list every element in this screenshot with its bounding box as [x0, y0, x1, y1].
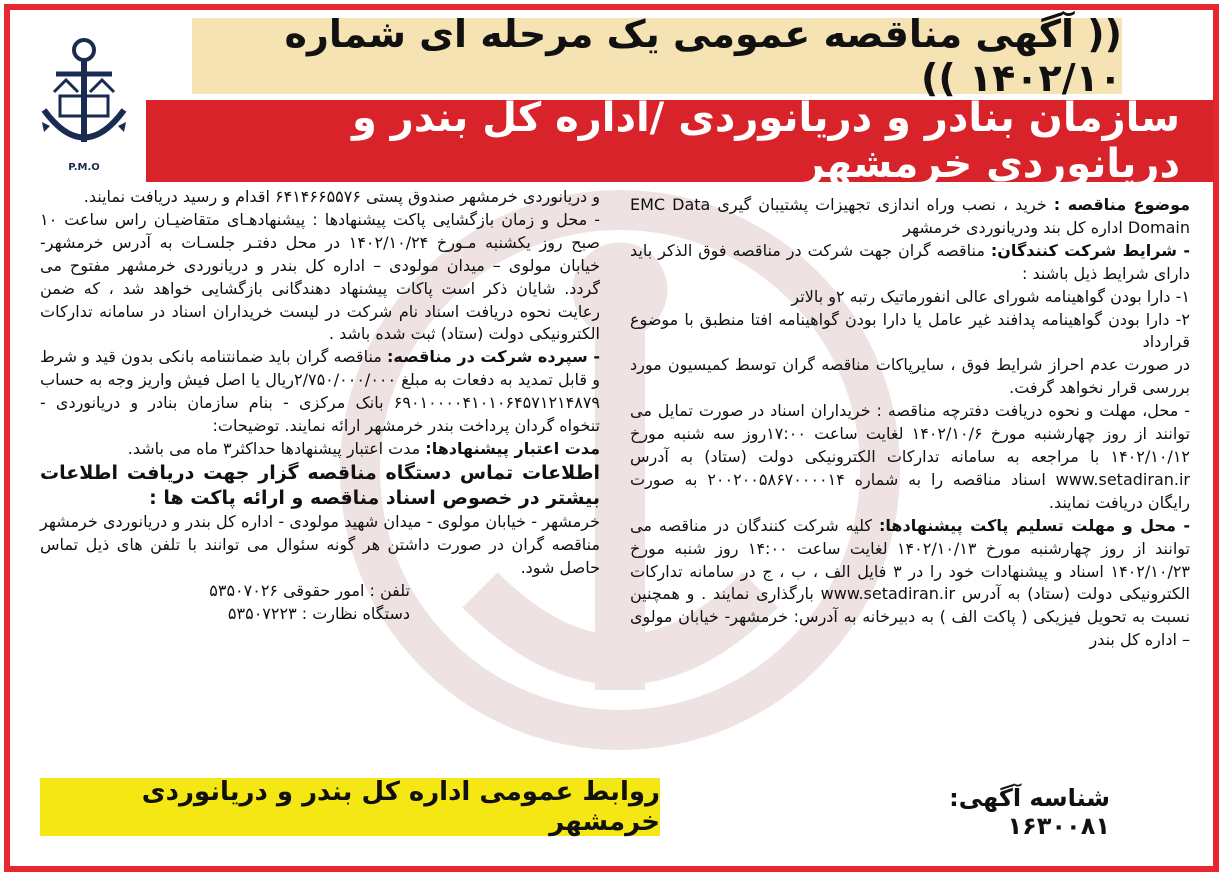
- public-relations-box: [40, 778, 660, 836]
- subject-label: موضوع مناقصه :: [1053, 195, 1191, 214]
- deposit-paragraph: [40, 346, 600, 438]
- logo-caption: P.M.O: [68, 162, 100, 173]
- delivery-text: کلیه شرکت کنندگان در مناقصه می توانند از روز چهارشنبه مورخ ۱۴۰۲/۱۰/۱۳ لغایت ساعت ۱۴:۰۰ روز شنبه مورخ ۱۴۰۲/۱۰/۲۳ اسناد و پیشنهادات خود را در ۳ فایل الف ، ب ، ج در سامانه تدارکات الکترونیکی دولت (ستاد) به آدرس www.setadiran.ir بارگذاری نمایند . و همچنین نسبت به تحویل فیزیکی ( پاکت الف ) به دبیرخانه به آدرس: خرمشهر- خیابان مولوی – اداره کل بندر: [630, 515, 1191, 650]
- delivery-label: - محل و مهلت تسلیم پاکت پیشنهادها:: [879, 515, 1190, 535]
- condition-1: ۱- دارا بودن گواهینامه شورای عالی انفورماتیک رتبه ۲و بالاتر: [791, 286, 1190, 306]
- right-column: [630, 194, 1190, 652]
- nonqualify-paragraph: در صورت عدم احراز شرایط فوق ، سایرپاکات مناقصه گران توسط کمیسیون مورد بررسی قرار نخواهد گرفت.: [630, 355, 1190, 398]
- validity-label: مدت اعتبار پیشنهادها:: [425, 438, 600, 458]
- continuation-paragraph: و دریانوردی خرمشهر صندوق پستی ۶۴۱۴۶۶۵۵۷۶ اقدام و رسید دریافت نمایند.: [83, 187, 600, 206]
- conditions-text: مناقصه گران جهت شرکت در مناقصه فوق الذکر باید دارای شرایط ذیل باشند :: [630, 240, 1190, 283]
- pmo-logo: [34, 30, 134, 180]
- documents-paragraph: - محل، مهلت و نحوه دریافت دفترچه مناقصه : خریداران اسناد در صورت تمایل می توانند از روز چهارشنبه مورخ ۱۴۰۲/۱۰/۶ لغایت ساعت ۱۷:۰۰روز سه شنبه مورخ ۱۴۰۲/۱۰/۱۲ با مراجعه به سامانه تدارکات الکترونیکی دولت (ستاد) به آدرس www.setadiran.ir اسناد مناقصه را به شماره ۲۰۰۲۰۰۵۸۶۷۰۰۰۰۱۴ به صورت رایگان دریافت نمایند.: [630, 401, 1190, 512]
- anchor-emblem-icon: [34, 30, 134, 180]
- subject-paragraph: [630, 194, 1190, 240]
- conditions-label: - شرایط شرکت کنندگان:: [990, 240, 1190, 260]
- org-banner: [146, 95, 1214, 187]
- validity-text: مدت اعتبار پیشنهادها حداکثر۳ ماه می باشد.: [127, 438, 421, 458]
- contact-paragraph: خرمشهر - خیابان مولوی - میدان شهید مولودی - اداره کل بندر و دریانوردی خرمشهر مناقصه گران در صورت داشتن هر گونه سئوال می توانند با تلفن های ذیل تماس حاصل شود.: [40, 511, 600, 577]
- ad-id-box: [860, 784, 1110, 840]
- conditions-paragraph: [630, 240, 1190, 286]
- deposit-text: مناقصه گران باید ضمانتنامه بانکی بدون قید و شرط و قابل تمدید به دفعات به مبلغ ۲/۷۵۰/۰۰۰/۰۰۰ریال یا اصل فیش واریز وجه به حساب ۶۹۰۱۰۰۰۰۴۱۰۱۰۶۴۵۷۱۲۱۴۸۷۹ بانک مرکزی - بنام سازمان بنادر و دریانوردی - تنخواه گردان پرداخت بندر خرمشهر ارائه نمایند. توضیحات:: [40, 347, 601, 436]
- validity-paragraph: [40, 438, 600, 461]
- public-relations-text: روابط عمومی اداره کل بندر و دریانوردی خرمشهر: [141, 777, 660, 837]
- deposit-label: - سپرده شرکت در مناقصه:: [386, 347, 601, 367]
- phone-supervision: دستگاه نظارت : ۵۳۵۰۷۲۲۳: [227, 603, 410, 623]
- subject-text: خرید ، نصب وراه اندازی تجهیزات پشتیبان گیری EMC Data Domain اداره کل بند ودریانوردی خرمشهر: [630, 195, 1190, 237]
- contact-title: اطلاعات تماس دستگاه مناقصه گزار جهت دریافت اطلاعات بیشتر در خصوص اسناد مناقصه و ارائه پاکت ها :: [40, 461, 600, 509]
- ad-id-text: شناسه آگهی: ۱۶۳۰۰۸۱: [949, 784, 1110, 840]
- notice-title: (( آگهی مناقصه عمومی یک مرحله ای شماره ۱۴۰۲/۱۰ )): [284, 12, 1122, 100]
- condition-2: ۲- دارا بودن گواهینامه پدافند غیر عامل یا دارا بودن گواهینامه افتا منطبق با موضوع قرارداد: [630, 309, 1190, 352]
- org-banner-text: سازمان بنادر و دریانوردی /اداره کل بندر و دریانوردی خرمشهر: [352, 95, 1180, 187]
- opening-paragraph: - محل و زمان بازگشایی پاکت پیشنهادها : پیشنهادهـای متقاضیـان راس ساعت ۱۰ صبح روز یکشنبه مـورخ ۱۴۰۲/۱۰/۲۴ در محل دفتـر جلسـات به آدرس خرمشهر- خیابان مولوی – میدان مولودی – اداره کل بندر و دریانوردی خرمشهر مفتوح می گردد. شایان ذکر است پاکات پیشنهاد دهندگانی بازگشایی خواهد شد ، که ضمن رعایت نحوه دریافت اسناد نام شرکت در لیست خریداران اسناد در سامانه تدارکات الکترونیکی دولت (ستاد) ثبت شده باشد .: [40, 209, 600, 344]
- left-column: [40, 186, 600, 625]
- notice-title-box: [192, 12, 1122, 100]
- delivery-paragraph: [630, 515, 1190, 652]
- phone-legal: تلفن : امور حقوقی ۵۳۵۰۷۰۲۶: [209, 580, 410, 600]
